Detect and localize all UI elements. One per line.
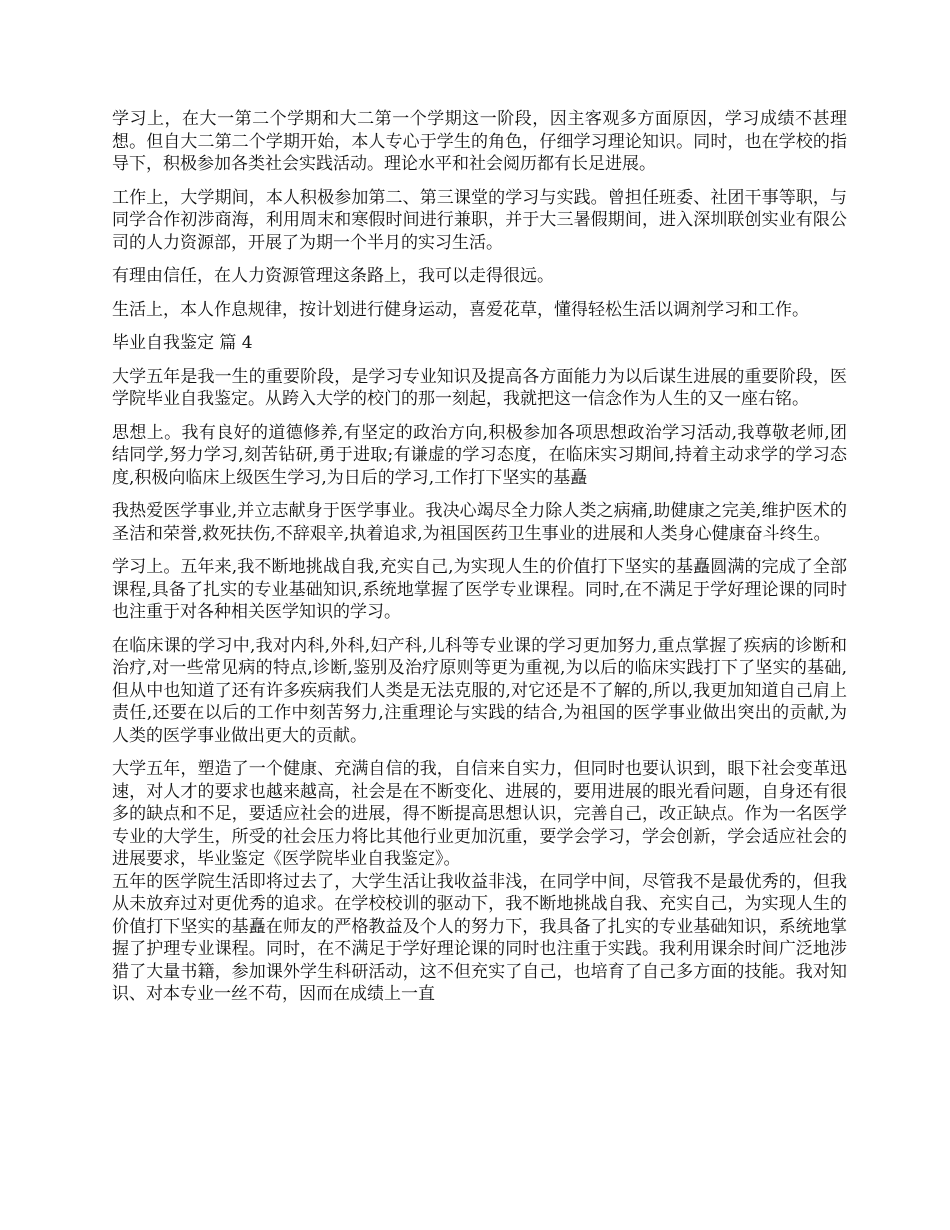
- paragraph-learning: 学习上。五年来,我不断地挑战自我,充实自己,为实现人生的价值打下坚实的基矗圆满的完成了全部课程,具备了扎实的专业基础知识,系统地掌握了医学专业课程。同时,在不满足于学好理论课的同时也注重于对各种相关医学知识的学习。: [112, 557, 847, 622]
- section-heading: 毕业自我鉴定 篇 4: [112, 333, 253, 353]
- paragraph-five-years: 大学五年是我一生的重要阶段，是学习专业知识及提高各方面能力为以后谋生进展的重要阶段，医学院毕业自我鉴定。从跨入大学的校门的那一刻起，我就把这一信念作为人生的又一座右铭。: [112, 366, 847, 409]
- paragraph-thought: 思想上。我有良好的道德修养,有坚定的政治方向,积极参加各项思想政治学习活动,我尊敬老师,团结同学,努力学习,刻苦钻研,勇于进取;有谦虚的学习态度，在临床实习期间,持着主动求学的学习态度,积极向临床上级医生学习,为日后的学习,工作打下坚实的基矗: [112, 422, 847, 488]
- document-page: [112, 108, 847, 1017]
- paragraph-life: 生活上，本人作息规律，按计划进行健身运动，喜爱花草，懂得轻松生活以调剂学习和工作。: [112, 299, 809, 320]
- paragraph-clinical: 在临床课的学习中,我对内科,外科,妇产科,儿科等专业课的学习更加努力,重点掌握了疾病的诊断和治疗,对一些常见病的特点,诊断,鉴别及治疗原则等更为重视,为以后的临床实践打下了坚实的基础,但从中也知道了还有许多疾病我们人类是无法克服的,对它还是不了解的,所以,我更加知道自己肩上责任,还要在以后的工作中刻苦努力,注重理论与实践的结合,为祖国的医学事业做出突出的贡献,为人类的医学事业做出更大的贡献。: [112, 635, 847, 746]
- paragraph-medical-school: 五年的医学院生活即将过去了，大学生活让我收益非浅，在同学中间，尽管我不是最优秀的，但我从未放弃过对更优秀的追求。在学校校训的驱动下，我不断地挑战自我、充实自己，为实现人生的价值打下坚实的基矗在师友的严格教益及个人的努力下，我具备了扎实的专业基础知识，系统地掌握了护理专业课程。同时，在不满足于学好理论课的同时也注重于实践。我利用课余时间广泛地涉猎了大量书籍，参加课外学生科研活动，这不但充实了自己，也培育了自己多方面的技能。我对知识、对本专业一丝不苟，因而在成绩上一直: [112, 871, 847, 1004]
- paragraph-work: 工作上，大学期间，本人积极参加第二、第三课堂的学习与实践。曾担任班委、社团干事等职，与同学合作初涉商海，利用周末和寒假时间进行兼职，并于大三暑假期间，进入深圳联创实业有限公司的人力资源部，开展了为期一个半月的实习生活。: [112, 187, 847, 253]
- paragraph-study: 学习上，在大一第二个学期和大二第一个学期这一阶段，因主客观多方面原因，学习成绩不甚理想。但自大二第二个学期开始，本人专心于学生的角色，仔细学习理论知识。同时，也在学校的指导下，积极参加各类社会实践活动。理论水平和社会阅历都有长足进展。: [112, 109, 847, 174]
- paragraph-medicine: 我热爱医学事业,并立志献身于医学事业。我决心竭尽全力除人类之病痛,助健康之完美,维护医术的圣洁和荣誉,救死扶伤,不辞艰辛,执着追求,为祖国医药卫生事业的进展和人类身心健康奋斗终生。: [112, 501, 847, 544]
- paragraph-growth: 大学五年，塑造了一个健康、充满自信的我，自信来自实力，但同时也要认识到，眼下社会变革迅速，对人才的要求也越来越高，社会是在不断变化、进展的，要用进展的眼光看问题，自身还有很多的缺点和不足，要适应社会的进展，得不断提高思想认识，完善自己，改正缺点。作为一名医学专业的大学生，所受的社会压力将比其他行业更加沉重，要学会学习，学会创新，学会适应社会的进展要求，毕业鉴定《医学院毕业自我鉴定》。: [112, 759, 847, 869]
- paragraph-trust: 有理由信任，在人力资源管理这条路上，我可以走得很远。: [112, 266, 554, 286]
